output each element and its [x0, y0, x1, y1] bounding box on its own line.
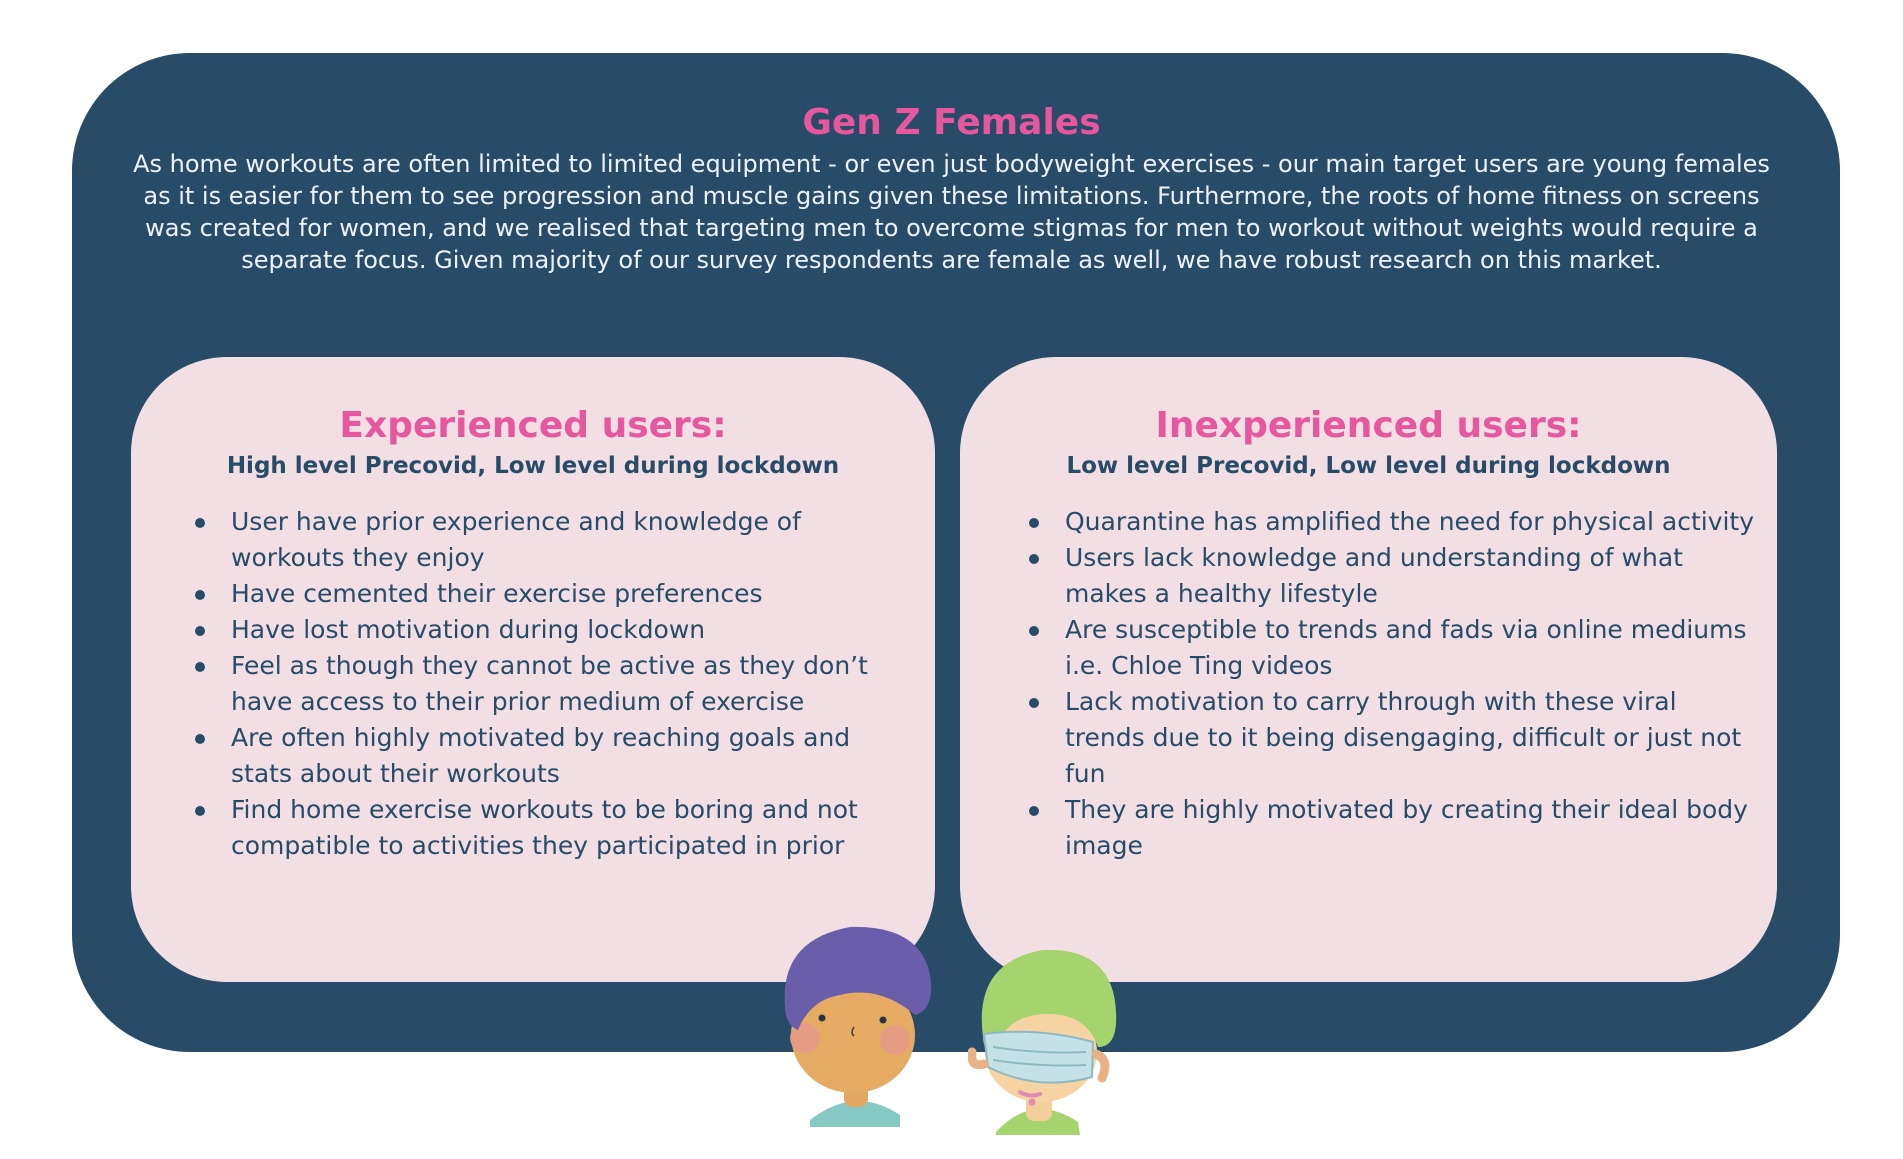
card-subtitle: Low level Precovid, Low level during lockdown — [1066, 453, 1671, 479]
list-item — [191, 504, 911, 576]
list-item-text: Have lost motivation during lockdown — [231, 615, 706, 644]
bullet-icon — [1029, 518, 1039, 528]
bullet-icon — [195, 734, 205, 744]
bullet-icon — [1029, 626, 1039, 636]
list-item — [1025, 612, 1760, 684]
list-item-text: Feel as though they cannot be active as they don’t have access to their prior medium of exercise — [231, 651, 868, 716]
bullet-list — [191, 504, 911, 864]
list-item — [191, 612, 911, 648]
page-title: Gen Z Females — [802, 102, 1101, 143]
list-item-text: Find home exercise workouts to be boring and not compatible to activities they participated in prior — [231, 795, 858, 860]
bullet-icon — [195, 806, 205, 816]
card-subtitle: High level Precovid, Low level during lockdown — [226, 453, 840, 479]
list-item — [191, 648, 911, 720]
list-item — [191, 720, 911, 792]
bullet-icon — [1029, 554, 1039, 564]
list-item-text: Are susceptible to trends and fads via online mediums i.e. Chloe Ting videos — [1065, 615, 1747, 680]
intro-paragraph: As home workouts are often limited to limited equipment - or even just bodyweight exercises - our main target users are young females as it is easier for them to see progression and muscle gains given these limitations. Furthermore, the roots of home fitness on screens was created for women, and we realised that targeting men to overcome stigmas for men to workout without weights would require a separate focus. Given majority of our survey respondents are female as well, we have robust research on this market. — [133, 150, 1770, 274]
card-title: Inexperienced users: — [1155, 405, 1582, 446]
list-item-text: Lack motivation to carry through with these viral trends due to it being disengaging, difficult or just not fun — [1065, 687, 1742, 788]
bullet-list — [1025, 504, 1760, 864]
list-item — [1025, 792, 1760, 864]
bullet-icon — [195, 518, 205, 528]
list-item-text: Have cemented their exercise preferences — [231, 579, 763, 608]
bullet-icon — [1029, 698, 1039, 708]
list-item-text: Quarantine has amplified the need for physical activity — [1065, 507, 1755, 536]
masked-green-hair-character-icon — [968, 942, 1128, 1137]
purple-hair-character-icon — [770, 915, 940, 1130]
bullet-icon — [195, 590, 205, 600]
list-item — [191, 576, 911, 612]
list-item — [191, 792, 911, 864]
list-item — [1025, 684, 1760, 792]
experienced-users-card — [131, 357, 935, 982]
bullet-icon — [195, 626, 205, 636]
bullet-icon — [1029, 806, 1039, 816]
list-item-text: Users lack knowledge and understanding of what makes a healthy lifestyle — [1065, 543, 1683, 608]
bullet-icon — [195, 662, 205, 672]
list-item-text: They are highly motivated by creating their ideal body image — [1065, 795, 1748, 860]
card-title: Experienced users: — [339, 405, 727, 446]
list-item — [1025, 504, 1760, 540]
inexperienced-users-card — [960, 357, 1777, 982]
list-item-text: User have prior experience and knowledge of workouts they enjoy — [231, 507, 801, 572]
list-item-text: Are often highly motivated by reaching goals and stats about their workouts — [231, 723, 851, 788]
list-item — [1025, 540, 1760, 612]
